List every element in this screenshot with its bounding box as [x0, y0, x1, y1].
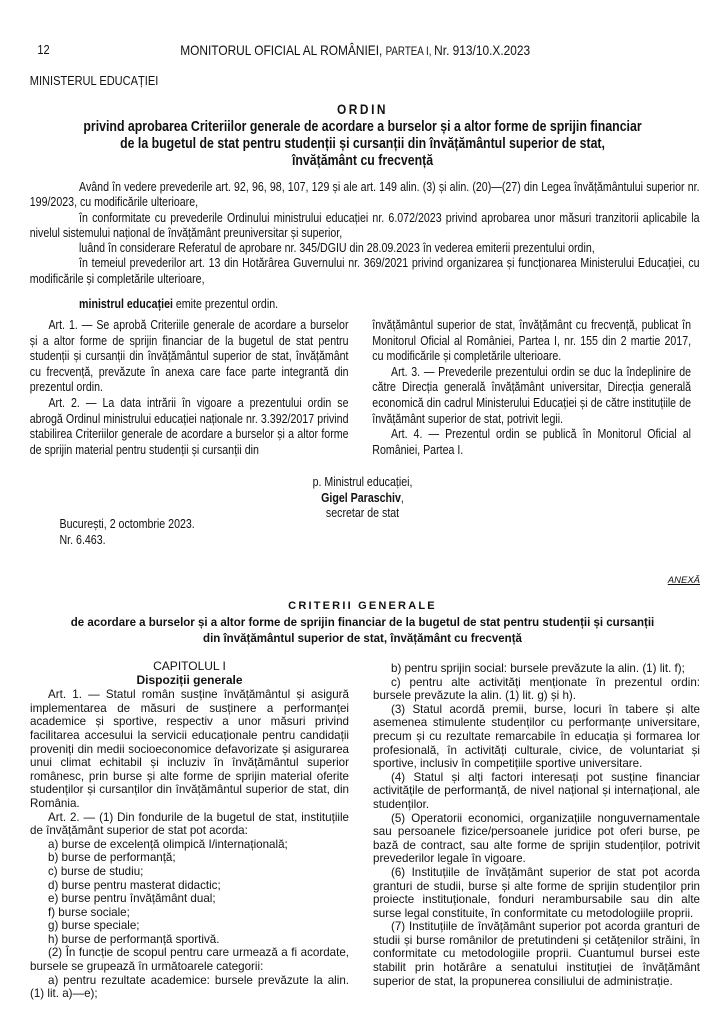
order-articles-left [30, 318, 349, 458]
annex-paragraph: Art. 1. — Statul român susține învățământul și asigură implementarea de măsuri de susținere a performanței academice și sportive, respectiv a unor măsuri privind facilitarea accesului la servicii educaționale pentru candidații proveniți din medii socioeconomice defavorizate și asigurarea unui climat echitabil și incluziv în învățământul superior românesc, prin burse și alte forme de sprijin material oferite studenților și cursanților din învățământul superior de stat, din România. [30, 688, 349, 810]
issuer: MINISTERUL EDUCAȚIEI [29, 73, 159, 88]
annex-title-line: din învățământul superior de stat, învățământ cu frecvență [203, 633, 522, 645]
preamble-paragraph: Având în vedere prevederile art. 92, 96, 98, 107, 129 și ale art. 149 alin. (3) și alin. (20)—(27) din Legea învățământului superior nr. 199/2023, cu modificările ulterioare, [29, 180, 700, 210]
preamble-paragraph: luând în considerare Referatul de aprobare nr. 345/DGIU din 28.09.2023 în vederea emiterii prezentului ordin, [79, 241, 595, 256]
list-item: f) burse sociale; [48, 905, 130, 919]
list-item: b) burse de performanță; [48, 851, 176, 865]
publication-part: PARTEA I, [385, 46, 435, 58]
signature-block [0, 475, 725, 522]
annex-paragraph: (4) Statul și alți factori interesați pot susține financiar activitățile de performanță, de nivel național și internațional, ale studenților. [373, 770, 700, 811]
article: Art. 4. — Prezentul ordin se publică în Monitorul Oficial al României, Partea I. [372, 427, 692, 457]
issue-number: Nr. 913/10.X.2023 [434, 42, 531, 58]
article-continuation: învățământul superior de stat, învățământ cu frecvență, publicat în Monitorul Oficial al României, Partea I, nr. 155 din 2 martie 2017, cu modificările și completările ulterioare. [372, 318, 692, 364]
annex-paragraph: (3) Statul acordă premii, burse, locuri în tabere și alte asemenea stimulente studenților cu performanțe universitare, precum și cu rezultate remarcabile în educația și formarea lor profesională, în activități culturale, civice, de voluntariat și sportive, inclusiv în competițiile sportive universitare. [373, 702, 700, 771]
annex-label: ANEXĂ [667, 575, 700, 586]
publication-name: MONITORUL OFICIAL AL ROMÂNIEI, [180, 42, 386, 58]
preamble [30, 180, 700, 312]
article: Art. 1. — Se aprobă Criteriile generale de acordare a burselor și a altor forme de sprijin financiar de la bugetul de stat pentru studenții și cursanții din învățământul superior de stat, învățământ cu frecvență, prevăzute în anexa care face parte integrantă din prezentul ordin. [29, 318, 349, 395]
signatory-name: Gigel Paraschiv [321, 490, 401, 505]
annex-paragraph: (6) Instituțiile de învățământ superior de stat pot acorda granturi de studii, burse și alte forme de sprijin studenților prin proiecte instituționale, fonduri nerambursabile sau din alte surse legal constituite, în conformitate cu metodologiile proprii. [373, 865, 700, 920]
preamble-paragraph: în conformitate cu prevederile Ordinului ministrului educației nr. 6.072/2023 privind aprobarea unor măsuri tranzitorii aplicabile la nivelul sistemului național de învățământ preuniversitar și superior, [29, 210, 700, 240]
signatory [0, 491, 725, 507]
chapter-number: CAPITOLUL I [153, 659, 226, 673]
list-item: e) burse pentru învățământ dual; [48, 892, 216, 906]
order-heading: ORDIN [336, 101, 389, 117]
list-item: a) burse de excelență olimpică I/internațională; [48, 837, 288, 851]
list-item: d) burse pentru masterat didactic; [48, 878, 221, 892]
list-item: c) burse de studiu; [48, 864, 144, 878]
preamble-paragraph: în temeiul prevederilor art. 13 din Hotărârea Guvernului nr. 369/2021 privind organizarea și funcționarea Ministerului Educației, cu modificările și completările ulterioare, [29, 256, 700, 286]
annex-paragraph: (2) În funcție de scopul pentru care urmează a fi acordate, bursele se grupează în următoarele categorii: [30, 946, 349, 974]
enacting-subject: ministrul educației [79, 297, 173, 312]
annex-right-column [373, 662, 700, 988]
order-title-line: învățământ cu frecvență [291, 153, 434, 169]
annex-left-column [30, 660, 349, 1001]
list-item: b) pentru sprijin social: bursele prevăzute la alin. (1) lit. f); [391, 662, 685, 675]
list-item: a) pentru rezultate academice: bursele prevăzute la alin. (1) lit. a)—e); [30, 973, 349, 1001]
signature-on-behalf: p. Ministrul educației, [312, 475, 413, 489]
annex-title-line: de acordare a burselor și a altor forme de sprijin financiar de la bugetul de stat pentru studenții și cursanții [70, 617, 655, 629]
order-title [0, 119, 725, 170]
annex-heading: CRITERII GENERALE [288, 600, 437, 612]
order-title-line: de la bugetul de stat pentru studenții și cursanții din învățământul superior de stat, [120, 136, 605, 152]
annex-paragraph: (7) Instituțiile de învățământ superior pot acorda granturi de studii și burse românilor de pretutindeni și cetățenilor străini, în conformitate cu metodologiile proprii. Cuantumul bursei este stabilit prin hotărâre a senatului instituției de învățământ superior de stat, la propunerea consiliului de administrație. [373, 920, 700, 988]
order-articles-right [372, 318, 691, 458]
annex-paragraph: Art. 2. — (1) Din fondurile de la bugetul de stat, instituțiile de învățământ superior de stat pot acorda: [30, 810, 349, 838]
running-header [180, 42, 530, 58]
annex-paragraph: (5) Operatorii economici, organizațiile nonguvernamentale sau persoanele fizice/persoanele juridice pot oferi burse, pe bază de contract, sau alte forme de sprijin studenților, potrivit prevederilor legale în vigoare. [373, 811, 700, 866]
list-item: c) pentru alte activități menționate în prezentul ordin: bursele prevăzute la alin. (1) lit. g) și h). [373, 675, 700, 703]
enacting-text: emite prezentul ordin. [172, 297, 279, 312]
order-title-line: privind aprobarea Criteriilor generale de acordare a burselor și a altor forme de sprijin financiar [83, 119, 642, 135]
chapter-title: Dispoziții generale [136, 672, 243, 687]
enacting-clause [30, 297, 700, 312]
order-number: Nr. 6.463. [59, 533, 106, 547]
list-item: g) burse speciale; [48, 919, 140, 933]
signatory-role: secretar de stat [325, 506, 400, 520]
place-date-block [60, 516, 195, 548]
place-date: București, 2 octombrie 2023. [59, 517, 195, 531]
annex-title [0, 615, 725, 647]
signatory-comma: , [400, 490, 404, 505]
page-number: 12 [37, 42, 50, 57]
article: Art. 3. — Prevederile prezentului ordin se duc la îndeplinire de către Direcția generală învățământ universitar, Direcția generală economică din cadrul Ministerului Educației și de către instituțiile de învățământ superior de stat, potrivit legii. [372, 364, 692, 426]
list-item: h) burse de performanță sportivă. [48, 932, 220, 946]
article: Art. 2. — La data intrării în vigoare a prezentului ordin se abrogă Ordinul ministrului educației naționale nr. 3.392/2017 privind stabilirea Criteriilor generale de acordare a burselor și a altor forme de sprijin material pentru studenții și cursanții din [29, 395, 349, 457]
